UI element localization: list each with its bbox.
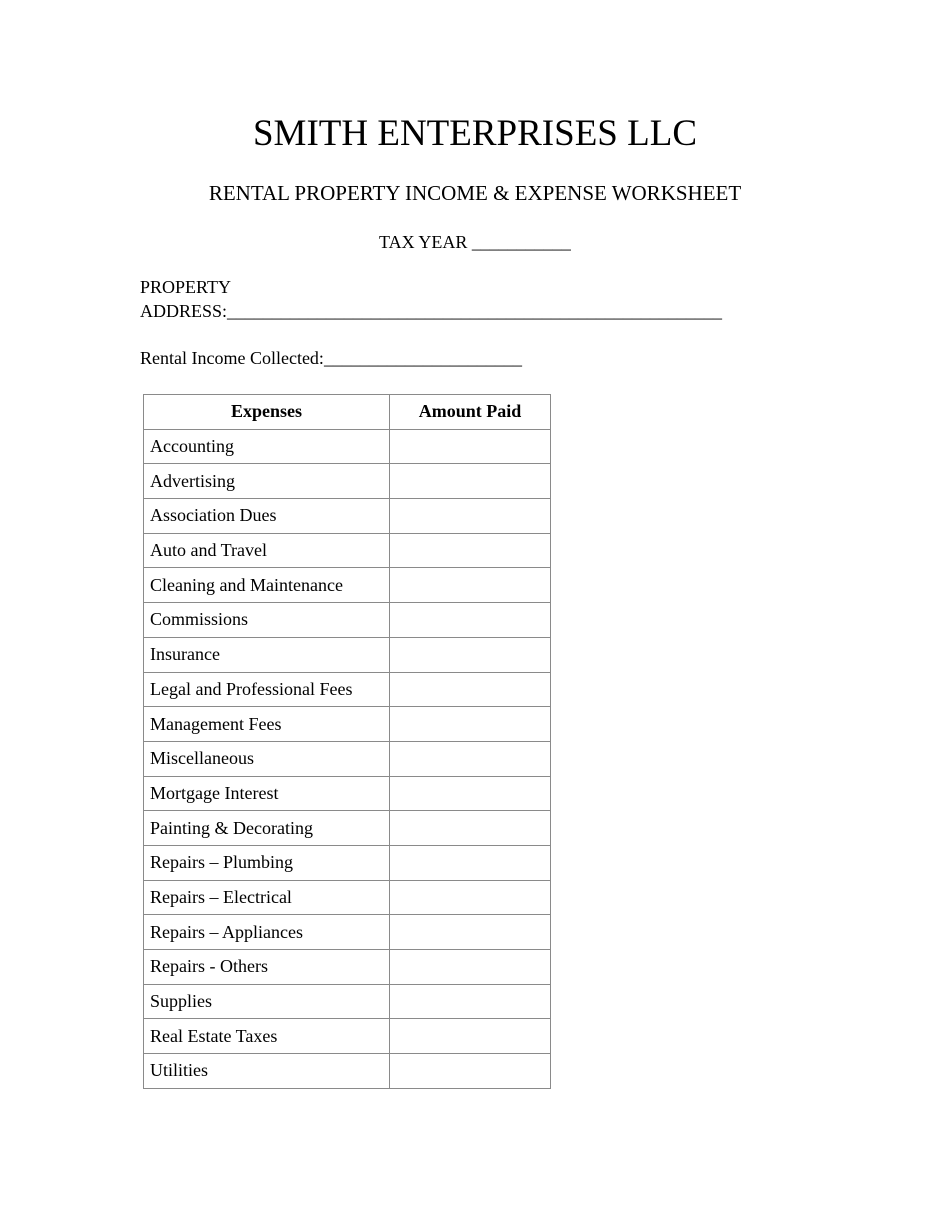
amount-paid-cell[interactable] xyxy=(390,603,551,638)
property-address-field[interactable]: ADDRESS:_______________________________________________________ xyxy=(140,301,723,321)
table-row xyxy=(144,637,551,672)
expense-name-cell: Utilities xyxy=(144,1054,390,1089)
expense-name-cell: Legal and Professional Fees xyxy=(144,672,390,707)
expense-name-cell: Real Estate Taxes xyxy=(144,1019,390,1054)
amount-paid-cell[interactable] xyxy=(390,707,551,742)
document-title: SMITH ENTERPRISES LLC xyxy=(252,113,698,154)
expense-name-cell: Management Fees xyxy=(144,707,390,742)
expenses-column-header: Expenses xyxy=(144,395,390,430)
expense-name-cell: Insurance xyxy=(144,637,390,672)
amount-paid-cell[interactable] xyxy=(390,845,551,880)
table-row xyxy=(144,1019,551,1054)
amount-paid-cell[interactable] xyxy=(390,672,551,707)
expense-name-cell: Auto and Travel xyxy=(144,533,390,568)
table-row xyxy=(144,603,551,638)
table-row xyxy=(144,464,551,499)
amount-paid-cell[interactable] xyxy=(390,880,551,915)
table-row xyxy=(144,533,551,568)
table-row xyxy=(144,499,551,534)
expense-name-cell: Miscellaneous xyxy=(144,741,390,776)
expense-name-cell: Mortgage Interest xyxy=(144,776,390,811)
amount-paid-cell[interactable] xyxy=(390,984,551,1019)
expense-name-cell: Accounting xyxy=(144,429,390,464)
amount-paid-cell[interactable] xyxy=(390,950,551,985)
amount-paid-cell[interactable] xyxy=(390,429,551,464)
table-row xyxy=(144,776,551,811)
amount-paid-cell[interactable] xyxy=(390,1054,551,1089)
amount-paid-cell[interactable] xyxy=(390,533,551,568)
table-row xyxy=(144,707,551,742)
expense-name-cell: Cleaning and Maintenance xyxy=(144,568,390,603)
amount-paid-cell[interactable] xyxy=(390,741,551,776)
expense-name-cell: Painting & Decorating xyxy=(144,811,390,846)
table-row xyxy=(144,811,551,846)
table-row xyxy=(144,741,551,776)
expense-name-cell: Commissions xyxy=(144,603,390,638)
amount-paid-cell[interactable] xyxy=(390,915,551,950)
table-row xyxy=(144,429,551,464)
expense-name-cell: Supplies xyxy=(144,984,390,1019)
amount-paid-column-header: Amount Paid xyxy=(390,395,551,430)
amount-paid-cell[interactable] xyxy=(390,568,551,603)
table-row xyxy=(144,915,551,950)
table-row xyxy=(144,950,551,985)
rental-income-field[interactable]: Rental Income Collected:______________________ xyxy=(140,348,522,368)
document-subtitle: RENTAL PROPERTY INCOME & EXPENSE WORKSHEET xyxy=(208,181,742,205)
amount-paid-cell[interactable] xyxy=(390,811,551,846)
table-row xyxy=(144,845,551,880)
table-header-row xyxy=(144,395,551,430)
expense-name-cell: Advertising xyxy=(144,464,390,499)
expenses-table xyxy=(143,394,551,1089)
amount-paid-cell[interactable] xyxy=(390,499,551,534)
table-row xyxy=(144,568,551,603)
table-row xyxy=(144,1054,551,1089)
table-row xyxy=(144,880,551,915)
expense-name-cell: Association Dues xyxy=(144,499,390,534)
property-label: PROPERTY xyxy=(140,277,231,297)
amount-paid-cell[interactable] xyxy=(390,637,551,672)
expenses-table-body xyxy=(144,429,551,1088)
expense-name-cell: Repairs – Electrical xyxy=(144,880,390,915)
tax-year-field[interactable]: TAX YEAR ___________ xyxy=(379,232,571,252)
expense-name-cell: Repairs – Plumbing xyxy=(144,845,390,880)
expense-name-cell: Repairs - Others xyxy=(144,950,390,985)
table-row xyxy=(144,984,551,1019)
property-address-block xyxy=(140,275,840,323)
amount-paid-cell[interactable] xyxy=(390,464,551,499)
amount-paid-cell[interactable] xyxy=(390,776,551,811)
table-row xyxy=(144,672,551,707)
amount-paid-cell[interactable] xyxy=(390,1019,551,1054)
expense-name-cell: Repairs – Appliances xyxy=(144,915,390,950)
